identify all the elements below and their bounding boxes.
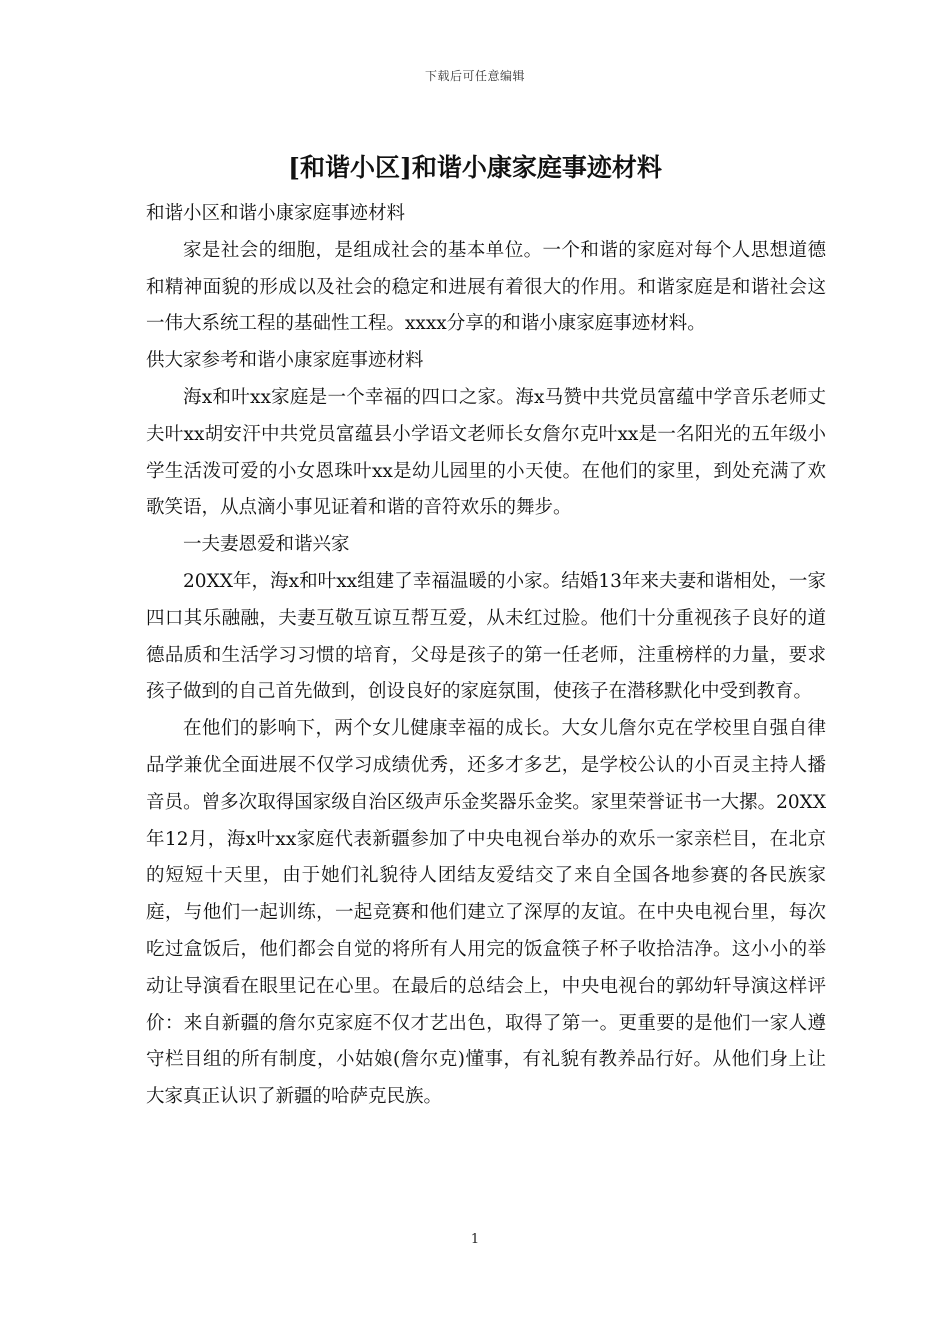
header-note: 下载后可任意编辑 — [424, 69, 525, 83]
paragraph-subtitle: 和谐小区和谐小康家庭事迹材料 — [146, 203, 406, 224]
paragraph-marriage: 20XX年，海x和叶xx组建了幸福温暖的小家。结婚13年来夫妻和谐相处，一家四口其乐融融，夫妻互敬互谅互帮互爱，从未红过脸。他们十分重视孩子良好的道德品质和生活学习习惯的培育，父母是孩子的第一任老师，注重榜样的力量，要求孩子做到的自己首先做到，创设良好的家庭氛围，使孩子在潜移默化中受到教育。 — [146, 570, 826, 703]
section-heading: 一夫妻恩爱和谐兴家 — [183, 534, 350, 556]
document-title: [和谐小区]和谐小康家庭事迹材料 — [288, 153, 662, 182]
paragraph-family: 海x和叶xx家庭是一个幸福的四口之家。海x马赞中共党员富蕴中学音乐老师丈夫叶xx胡安汗中共党员富蕴县小学语文老师长女詹尔克叶xx是一名阳光的五年级小学生活泼可爱的小女恩珠叶xx是幼儿园里的小天使。在他们的家里，到处充满了欢歌笑语，从点滴小事见证着和谐的音符欢乐的舞步。 — [146, 386, 826, 519]
paragraph-reference: 供大家参考和谐小康家庭事迹材料 — [146, 350, 424, 372]
page-number: 1 — [470, 1232, 480, 1247]
paragraph-intro: 家是社会的细胞，是组成社会的基本单位。一个和谐的家庭对每个人思想道德和精神面貌的形成以及社会的稳定和进展有着很大的作用。和谐家庭是和谐社会这一伟大系统工程的基础性工程。xxxx分享的和谐小康家庭事迹材料。 — [146, 239, 826, 335]
document-body — [146, 196, 826, 1116]
paragraph-daughters: 在他们的影响下，两个女儿健康幸福的成长。大女儿詹尔克在学校里自强自律品学兼优全面进展不仅学习成绩优秀，还多才多艺，是学校公认的小百灵主持人播音员。曾多次取得国家级自治区级声乐金奖器乐金奖。家里荣誉证书一大摞。20XX年12月，海x叶xx家庭代表新疆参加了中央电视台举办的欢乐一家亲栏目，在北京的短短十天里，由于她们礼貌待人团结友爱结交了来自全国各地参赛的各民族家庭，与他们一起训练，一起竞赛和他们建立了深厚的友谊。在中央电视台里，每次吃过盒饭后，他们都会自觉的将所有人用完的饭盒筷子杯子收拾洁净。这小小的举动让导演看在眼里记在心里。在最后的总结会上，中央电视台的郭幼轩导演这样评价：来自新疆的詹尔克家庭不仅才艺出色，取得了第一。更重要的是他们一家人遵守栏目组的所有制度，小姑娘(詹尔克)懂事，有礼貌有教养品行好。从他们身上让大家真正认识了新疆的哈萨克民族。 — [146, 718, 826, 1108]
